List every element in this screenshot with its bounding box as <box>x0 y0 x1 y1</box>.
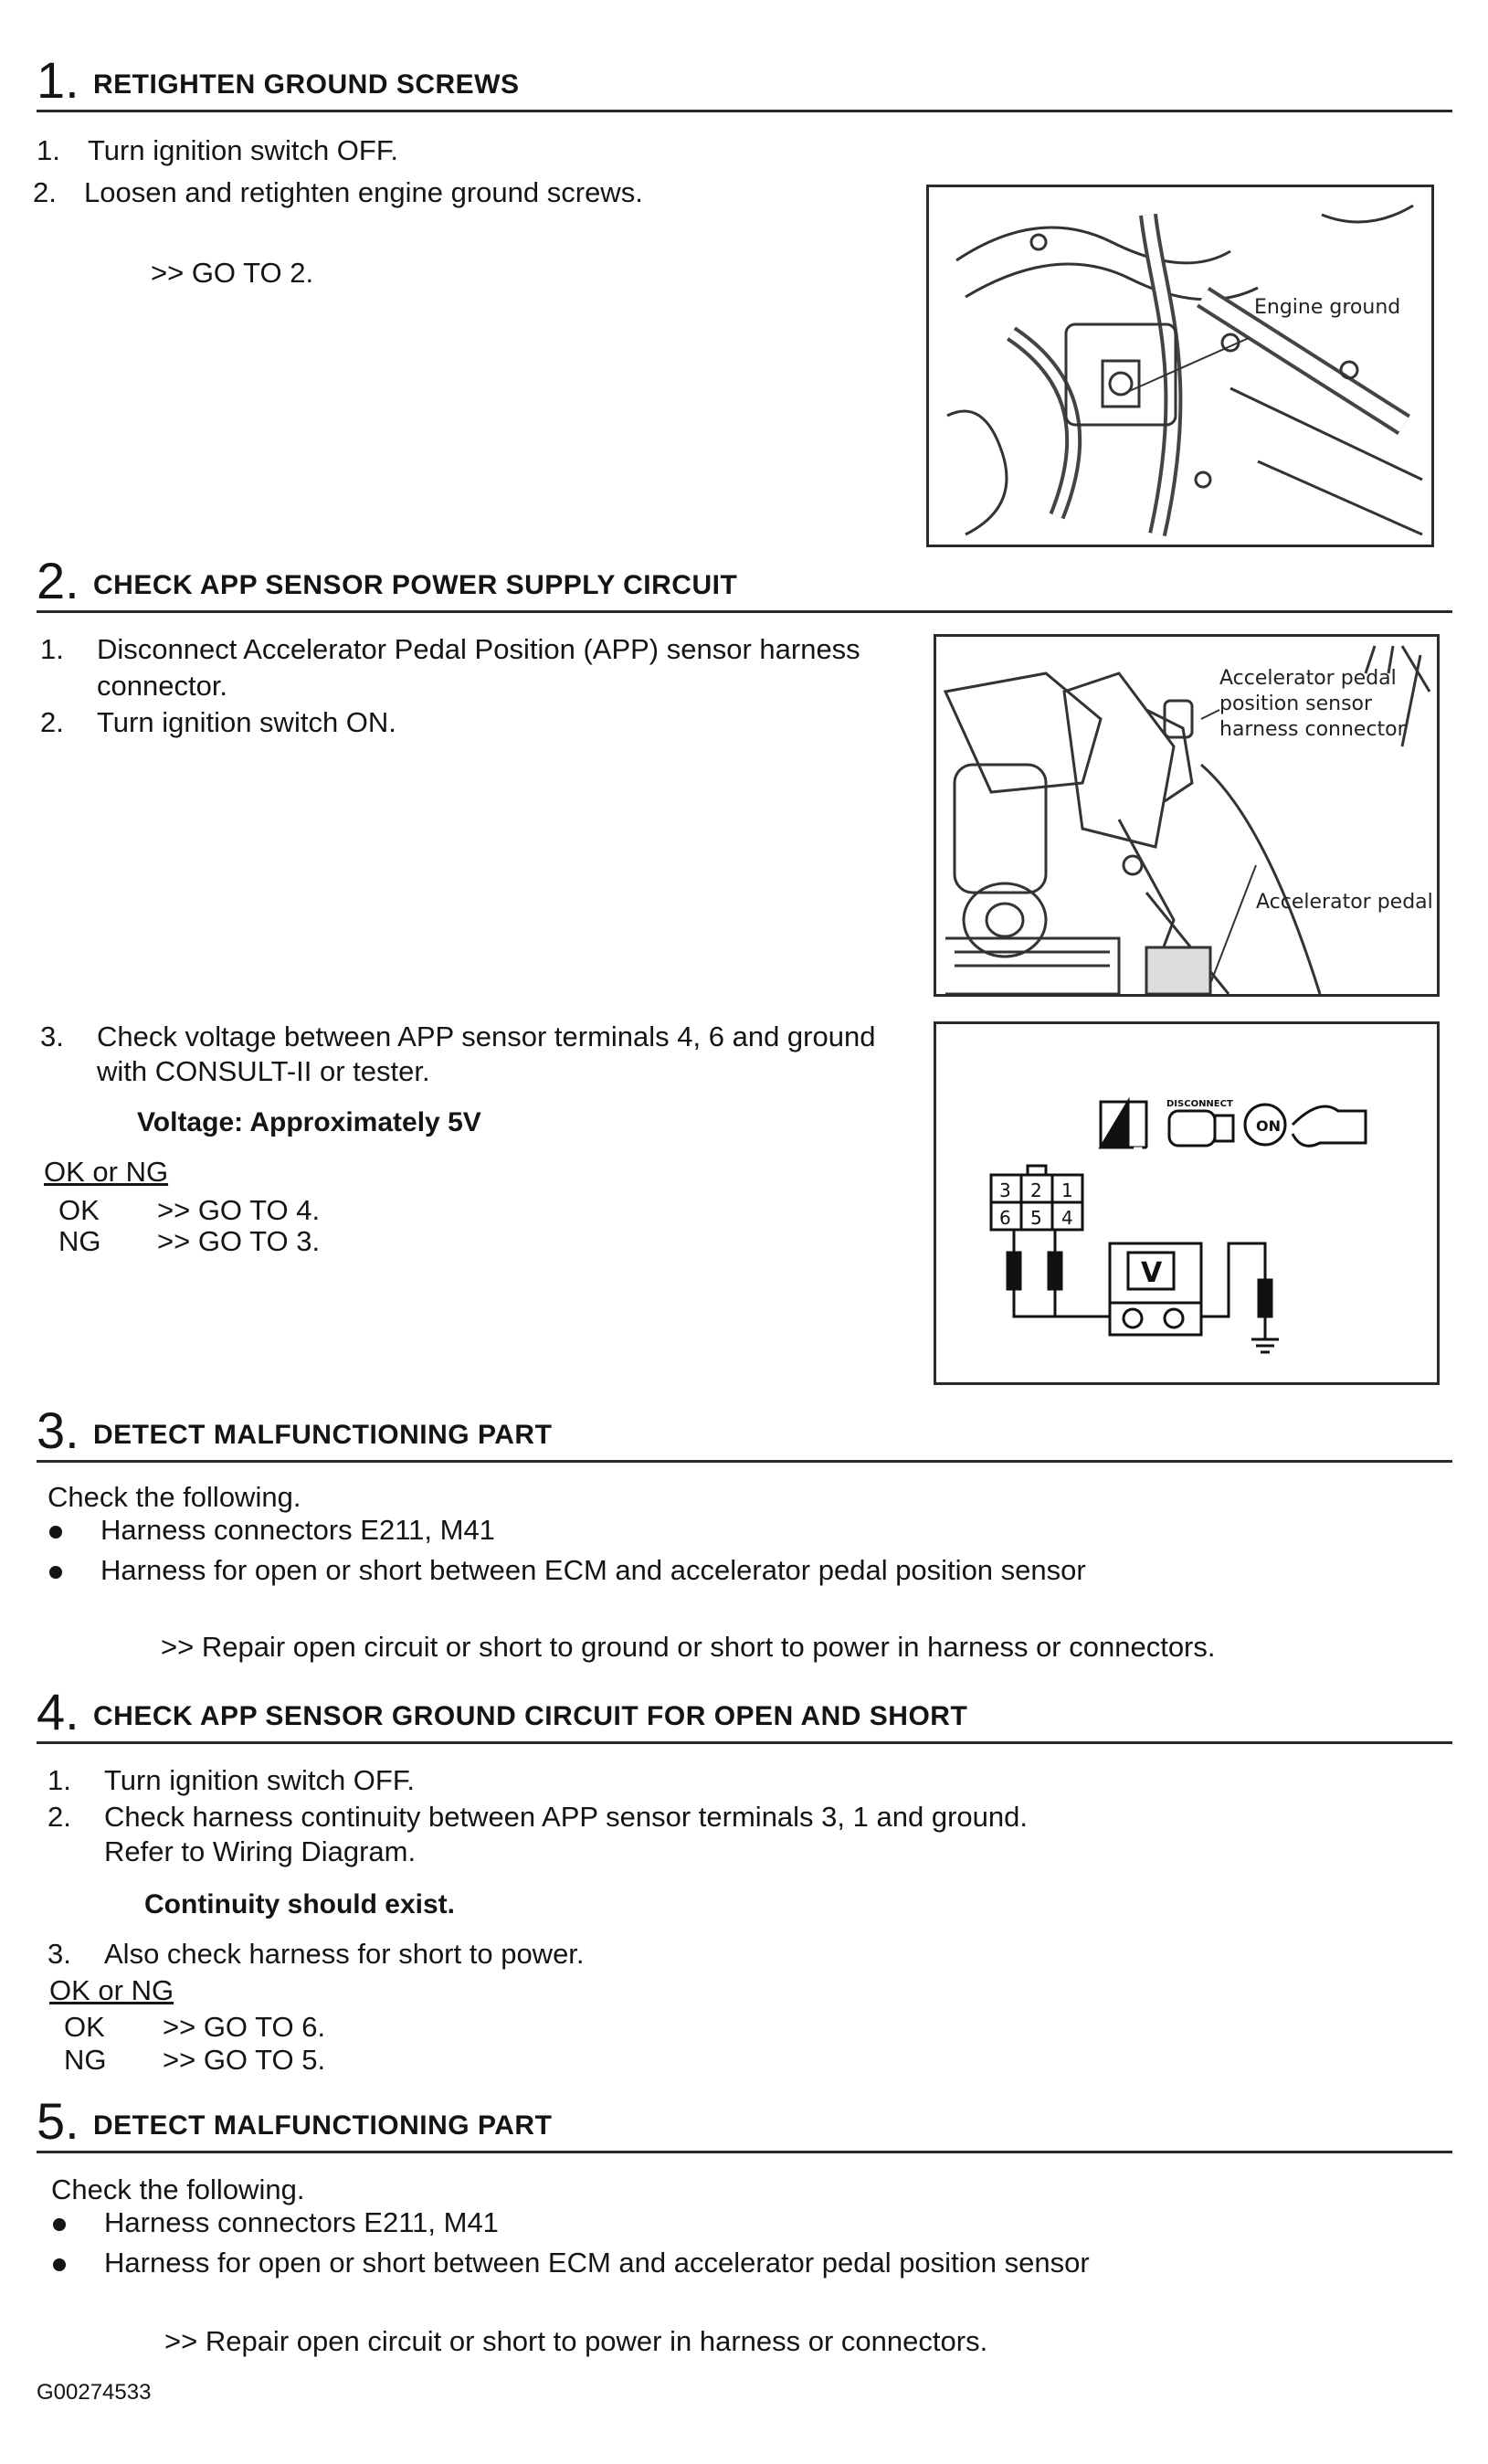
step-2-number: 2. <box>37 552 79 609</box>
step-4-number: 4. <box>37 1683 79 1740</box>
terminal-6: 6 <box>999 1207 1011 1229</box>
step-2-ok-goto: >> GO TO 4. <box>157 1194 321 1226</box>
step-2-header <box>37 552 1452 613</box>
step-3-number: 3. <box>37 1401 79 1459</box>
engine-ground-label: Engine ground <box>1254 296 1401 319</box>
step-2-ok: OK <box>58 1194 100 1226</box>
step-4-ok-goto: >> GO TO 6. <box>163 2011 326 2043</box>
bullet-icon <box>49 1566 62 1579</box>
step-1-item-1: 1. Turn ignition switch OFF. <box>37 134 398 166</box>
step-4-title: CHECK APP SENSOR GROUND CIRCUIT FOR OPEN AND SHORT <box>93 1701 968 1731</box>
step-4-item-1: 1. Turn ignition switch OFF. <box>47 1764 415 1796</box>
step-5-title: DETECT MALFUNCTIONING PART <box>93 2110 553 2141</box>
step-1-number: 1. <box>37 51 79 109</box>
engine-ground-illustration <box>929 187 1431 545</box>
app-sensor-location-figure <box>934 634 1440 997</box>
step-4-ng-goto: >> GO TO 5. <box>163 2044 326 2076</box>
terminal-5: 5 <box>1030 1207 1042 1229</box>
step-3-intro: Check the following. <box>47 1481 301 1513</box>
step-2-voltage-spec: Voltage: Approximately 5V <box>137 1107 481 1137</box>
terminal-3: 3 <box>999 1179 1011 1201</box>
step-4-item-2-cont: Refer to Wiring Diagram. <box>104 1835 417 1867</box>
step-2-item-1-cont: connector. <box>97 670 228 702</box>
bullet-icon <box>53 2258 66 2271</box>
app-connector-label-2: position sensor <box>1219 693 1373 715</box>
step-2-ng: NG <box>58 1225 101 1257</box>
step-1-title: RETIGHTEN GROUND SCREWS <box>93 69 520 100</box>
step-1-header <box>37 51 1452 112</box>
app-connector-label-3: harness connector <box>1219 718 1406 741</box>
step-2-item-1: 1. Disconnect Accelerator Pedal Position (APP) sensor harness <box>40 633 860 665</box>
disconnect-label: DISCONNECT <box>1166 1099 1233 1109</box>
step-3-header <box>37 1401 1452 1463</box>
step-4-ok-ng: OK or NG <box>49 1974 174 2006</box>
step-2-title: CHECK APP SENSOR POWER SUPPLY CIRCUIT <box>93 570 738 600</box>
step-1-item-2: 2. Loosen and retighten engine ground screws. <box>33 176 643 208</box>
voltmeter-label: V <box>1141 1257 1163 1289</box>
step-3-title: DETECT MALFUNCTIONING PART <box>93 1420 553 1450</box>
step-3-bullet-2: Harness for open or short between ECM and accelerator pedal position sensor <box>100 1554 1086 1586</box>
app-sensor-illustration <box>936 637 1437 994</box>
terminal-1: 1 <box>1061 1179 1073 1201</box>
step-4-ng: NG <box>64 2044 107 2076</box>
engine-ground-figure <box>926 185 1434 547</box>
accelerator-pedal-label: Accelerator pedal <box>1256 891 1433 914</box>
voltage-check-diagram <box>936 1024 1437 1382</box>
app-connector-label-1: Accelerator pedal <box>1219 667 1397 690</box>
step-5-bullet-1: Harness connectors E211, M41 <box>104 2206 499 2238</box>
bullet-icon <box>53 2218 66 2231</box>
step-2-item-2: 2. Turn ignition switch ON. <box>40 706 396 738</box>
step-5-result: >> Repair open circuit or short to power in harness or connectors. <box>164 2325 988 2357</box>
step-5-intro: Check the following. <box>51 2173 305 2205</box>
ts-label: T.S. <box>1134 1146 1160 1160</box>
step-2-ng-goto: >> GO TO 3. <box>157 1225 321 1257</box>
ignition-on-label: ON <box>1256 1117 1281 1135</box>
step-4-header <box>37 1683 1452 1744</box>
step-4-item-2: 2. Check harness continuity between APP sensor terminals 3, 1 and ground. <box>47 1801 1028 1833</box>
step-1-goto: >> GO TO 2. <box>151 257 314 289</box>
step-4-continuity-spec: Continuity should exist. <box>144 1889 456 1919</box>
step-5-number: 5. <box>37 2092 79 2150</box>
voltage-check-figure <box>934 1021 1440 1385</box>
step-2-ok-ng: OK or NG <box>44 1156 169 1188</box>
step-2-item-3-cont: with CONSULT-II or tester. <box>97 1055 430 1087</box>
step-5-header <box>37 2092 1452 2153</box>
terminal-4: 4 <box>1061 1207 1073 1229</box>
bullet-icon <box>49 1526 62 1539</box>
step-3-result: >> Repair open circuit or short to ground or short to power in harness or connectors. <box>161 1631 1216 1663</box>
terminal-2: 2 <box>1030 1179 1042 1201</box>
document-id: G00274533 <box>37 2380 152 2405</box>
step-4-item-3: 3. Also check harness for short to power. <box>47 1938 585 1970</box>
step-3-bullet-1: Harness connectors E211, M41 <box>100 1514 495 1546</box>
step-2-item-3: 3. Check voltage between APP sensor terminals 4, 6 and ground <box>40 1020 876 1052</box>
step-4-ok: OK <box>64 2011 105 2043</box>
step-5-bullet-2: Harness for open or short between ECM and accelerator pedal position sensor <box>104 2247 1090 2279</box>
